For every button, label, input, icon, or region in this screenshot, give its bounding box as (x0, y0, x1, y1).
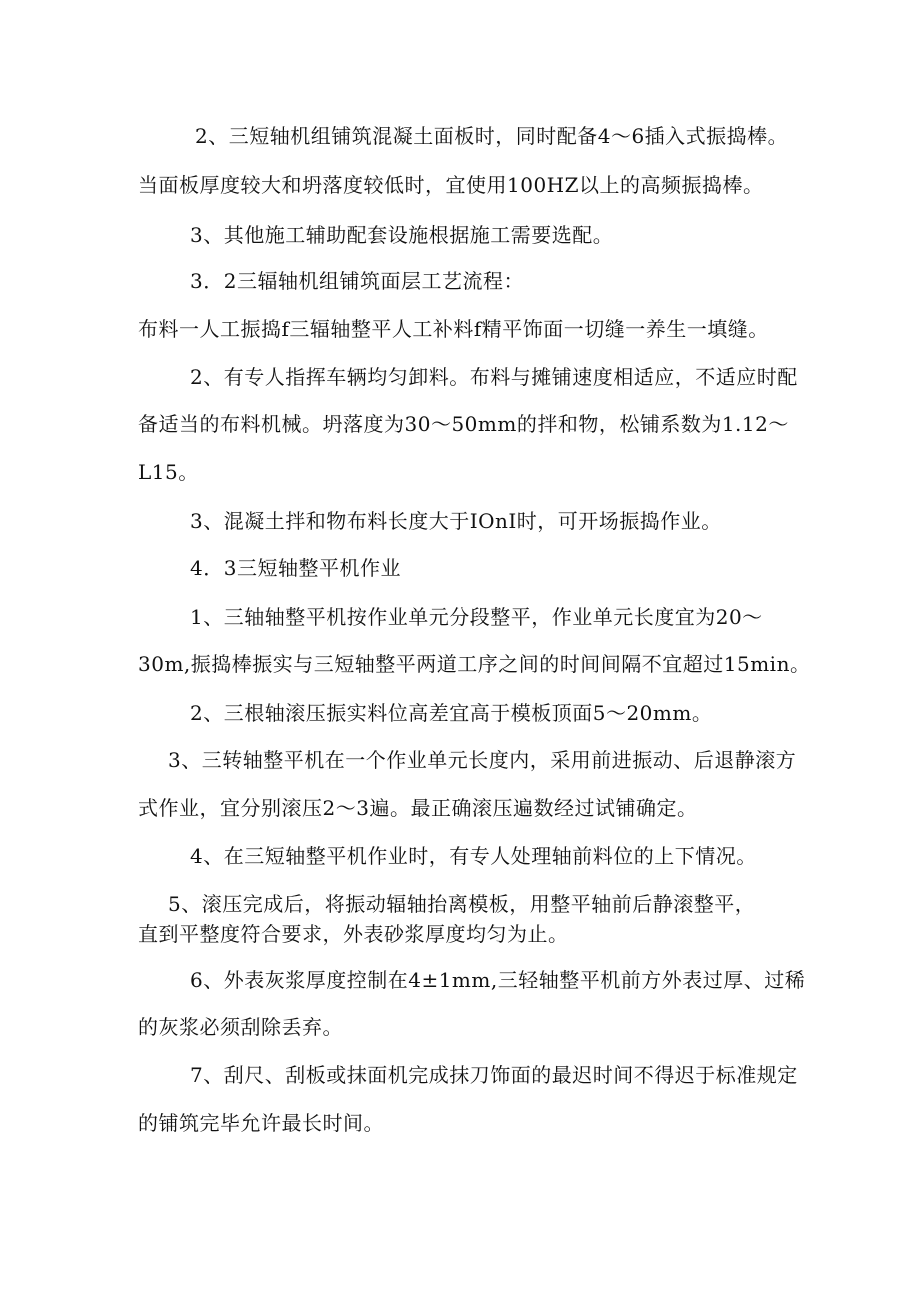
text-line: 3、三转轴整平机在一个作业单元长度内，采用前进振动、后退静滚方 (168, 748, 797, 772)
text-line: 的灰浆必须刮除丢弃。 (138, 1015, 343, 1039)
text-line: 4．3三短轴整平机作业 (190, 556, 401, 580)
text-line: 4、在三短轴整平机作业时，有专人处理轴前料位的上下情况。 (190, 844, 757, 868)
text-line: 当面板厚度较大和坍落度较低时，宜使用100HZ以上的高频振捣棒。 (138, 173, 764, 197)
text-line: L15。 (138, 460, 199, 484)
text-line: 1、三轴轴整平机按作业单元分段整平，作业单元长度宜为20～ (190, 605, 763, 629)
text-line: 3、混凝土拌和物布料长度大于IOnI时，可开场振捣作业。 (190, 509, 722, 533)
text-line: 5、滚压完成后，将振动辐轴抬离模板，用整平轴前后静滚整平， (168, 892, 756, 916)
text-line: 6、外表灰浆厚度控制在4±1mm,三轻轴整平机前方外表过厚、过稀 (190, 968, 806, 992)
text-line: 2、三短轴机组铺筑混凝土面板时，同时配备4～6插入式振捣棒。 (195, 124, 789, 148)
text-line: 直到平整度符合要求，外表砂浆厚度均匀为止。 (138, 922, 569, 946)
text-line: 备适当的布料机械。坍落度为30～50mm的拌和物，松铺系数为1.12～ (138, 412, 789, 436)
text-line: 布料一人工振捣f三辐轴整平人工补料f精平饰面一切缝一养生一填缝。 (138, 317, 769, 341)
text-line: 式作业，宜分别滚压2～3遍。最正确滚压遍数经过试铺确定。 (138, 796, 698, 820)
text-line: 2、三根轴滚压振实料位高差宜高于模板顶面5～20mm。 (190, 701, 713, 725)
text-line: 3．2三辐轴机组铺筑面层工艺流程： (190, 269, 524, 293)
text-line: 7、刮尺、刮板或抹面机完成抹刀饰面的最迟时间不得迟于标准规定 (190, 1063, 798, 1087)
text-line: 的铺筑完毕允许最长时间。 (138, 1111, 384, 1135)
text-line: 2、有专人指挥车辆均匀卸料。布料与摊铺速度相适应，不适应时配 (190, 365, 798, 389)
text-line: 3、其他施工辅助配套设施根据施工需要选配。 (190, 223, 614, 247)
text-line: 30m,振捣棒振实与三短轴整平两道工序之间的时间间隔不宜超过15min。 (138, 652, 811, 676)
